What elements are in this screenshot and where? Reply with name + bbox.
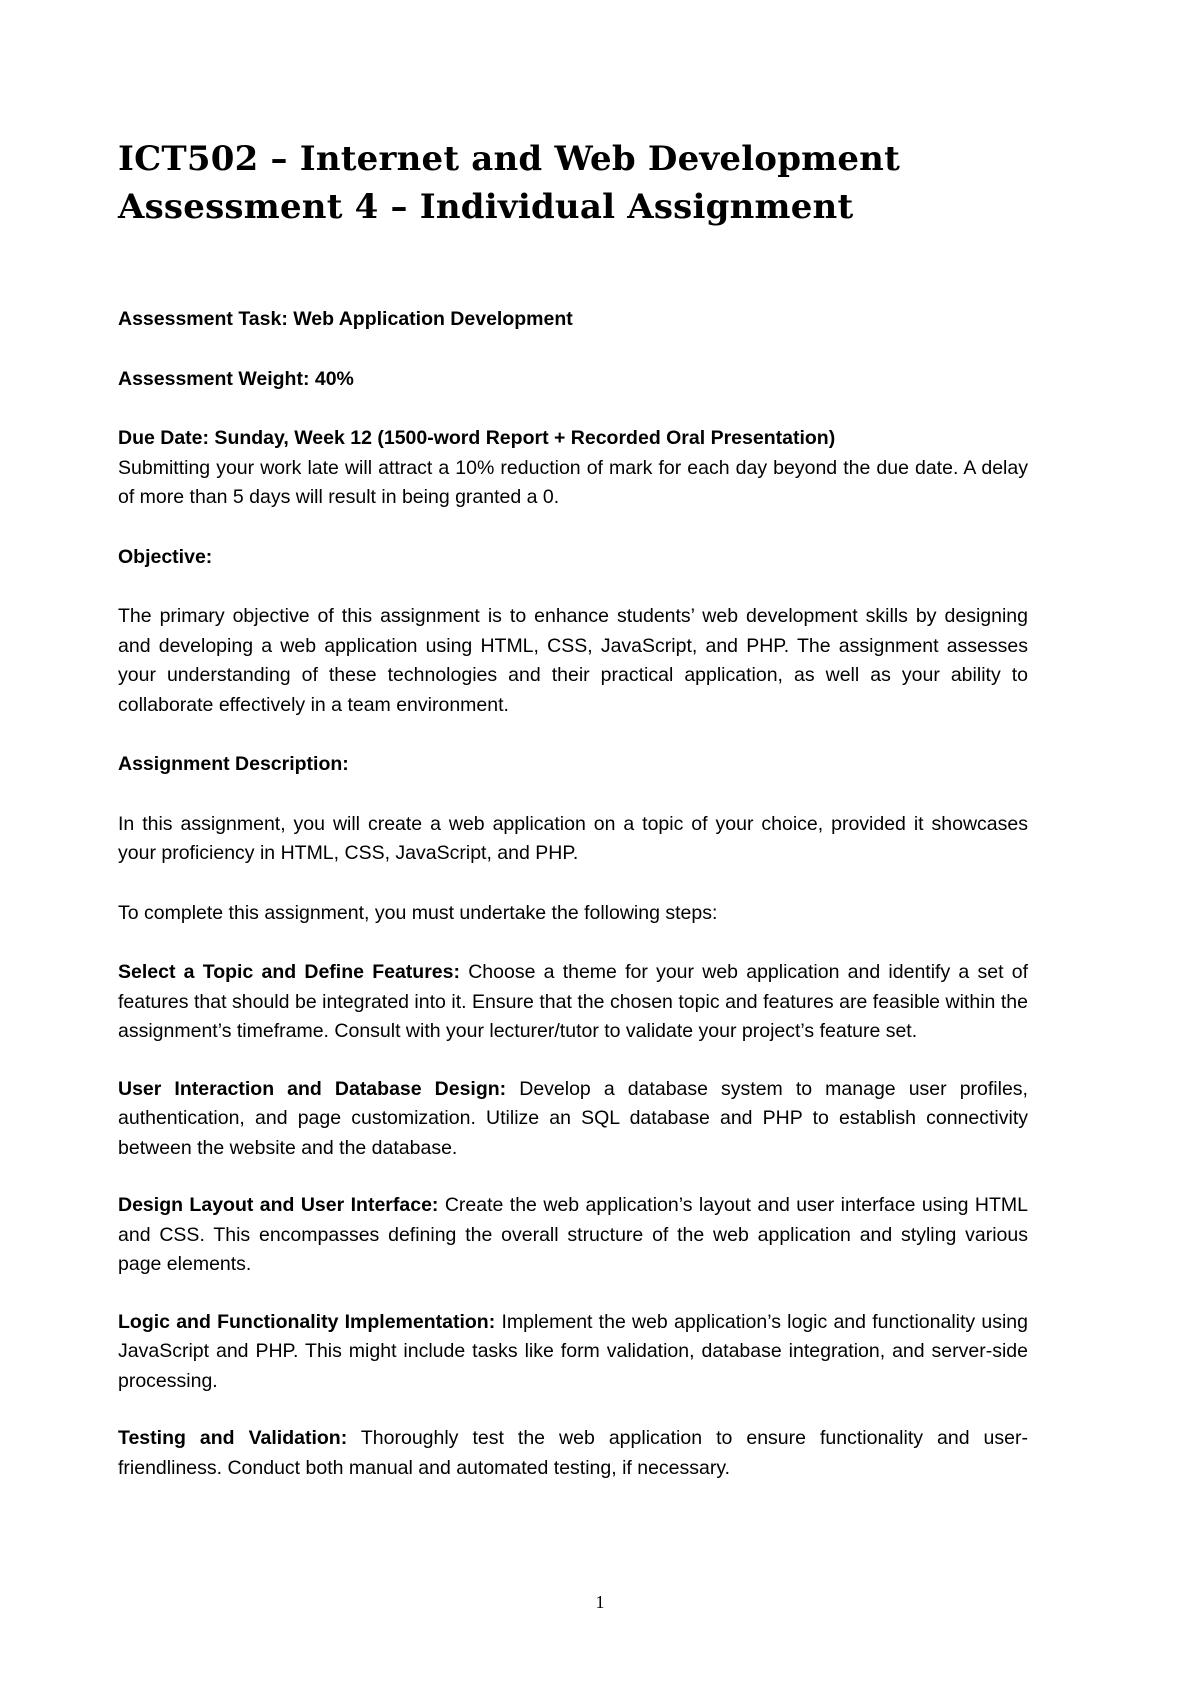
step-term: Design Layout and User Interface:: [118, 1194, 439, 1216]
step-user-interaction-database: [118, 1075, 1028, 1164]
title-line-2: Assessment 4 – Individual Assignment: [118, 187, 854, 227]
assessment-weight: Assessment Weight: 40%: [118, 367, 354, 390]
step-testing-validation: [118, 1424, 1028, 1483]
step-text: Develop a database system to manage user profiles, authentication, and page customization. Utilize an SQL database and PHP to establish connectivity between the website and the database.: [118, 1077, 1028, 1159]
step-term: Logic and Functionality Implementation:: [118, 1310, 496, 1333]
step-term: User Interaction and Database Design:: [118, 1077, 507, 1100]
assessment-task: Assessment Task: Web Application Development: [118, 308, 573, 330]
title-line-1: ICT502 – Internet and Web Development: [118, 139, 900, 179]
step-text: Thoroughly test the web application to ensure functionality and user-friendliness. Conduct both manual and automated testing, if necessary.: [118, 1427, 1028, 1479]
step-term: Testing and Validation:: [118, 1427, 348, 1449]
due-date: Due Date: Sunday, Week 12 (1500-word Report + Recorded Oral Presentation): [118, 427, 836, 449]
step-layout-interface: [118, 1191, 1028, 1280]
steps-intro: To complete this assignment, you must undertake the following steps:: [118, 901, 718, 924]
objective-heading: Objective:: [118, 545, 213, 568]
step-text: Choose a theme for your web application and identify a set of features that should be integrated into it. Ensure that the chosen topic and features are feasible within the assignment’s timeframe. Consult with your lecturer/tutor to validate your project’s feature set.: [118, 961, 1028, 1042]
step-text: Create the web application’s layout and user interface using HTML and CSS. This encompasses defining the overall structure of the web application and styling various page elements.: [118, 1194, 1028, 1275]
step-topic-features: [118, 958, 1028, 1047]
document-body: [118, 305, 1028, 1483]
description-heading: Assignment Description:: [118, 753, 349, 775]
page-number: 1: [595, 1592, 605, 1612]
late-policy: Submitting your work late will attract a 10% reduction of mark for each day beyond the due date. A delay of more than 5 days will result in being granted a 0.: [118, 456, 1028, 508]
objective-text: The primary objective of this assignment is to enhance students’ web development skills by designing and developing a web application using HTML, CSS, JavaScript, and PHP. The assignment assesses your understanding of these technologies and their practical application, as well as your ability to collaborate effectively in a team environment.: [118, 605, 1028, 716]
step-text: Implement the web application’s logic and functionality using JavaScript and PHP. This might include tasks like form validation, database integration, and server-side processing.: [118, 1310, 1029, 1392]
description-text: In this assignment, you will create a web application on a topic of your choice, provided it showcases your proficiency in HTML, CSS, JavaScript, and PHP.: [118, 812, 1028, 864]
document-title: [118, 135, 1098, 231]
step-term: Select a Topic and Define Features:: [118, 961, 460, 983]
step-logic-functionality: [118, 1308, 1028, 1397]
